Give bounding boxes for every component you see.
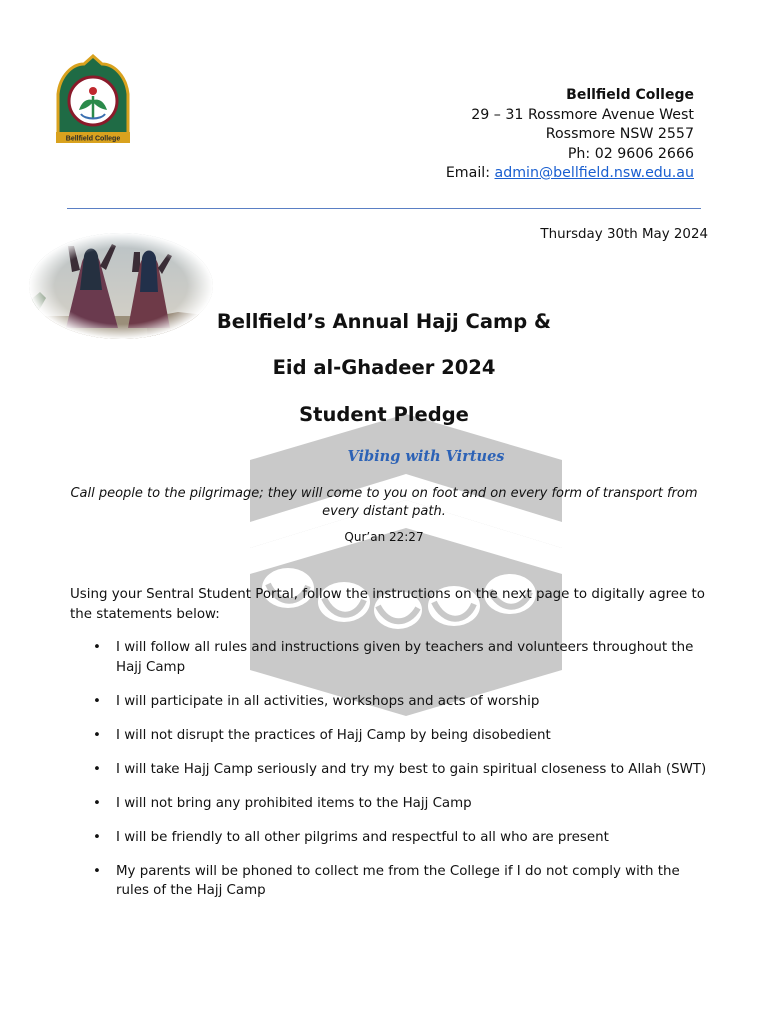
suburb-address: Rossmore NSW 2557 [545,126,694,142]
title-line-1: Bellfield’s Annual Hajj Camp & [216,310,552,333]
bullet-icon: • [93,829,101,845]
pledge-text: I will be friendly to all other pilgrims and respectful to all who are present [116,829,609,845]
bullet-icon: • [93,761,101,777]
school-address [446,86,694,184]
letter-date: Thursday 30th May 2024 [540,227,708,242]
list-item [70,828,710,848]
pledge-list [70,638,710,915]
bullet-icon: • [93,863,101,879]
pledge-text: I will not disrupt the practices of Hajj Camp by being disobedient [116,727,551,743]
motto: Vibing with Virtues [347,448,505,465]
list-item [70,862,710,901]
pledge-text: I will follow all rules and instructions given by teachers and volunteers throughout the Hajj Camp [116,640,694,675]
bullet-icon: • [93,640,101,655]
bullet-icon: • [93,727,101,743]
bullet-icon: • [93,693,101,709]
quran-quote: Call people to the pilgrimage; they will come to you on foot and on every form of transport from every distant path. [70,486,698,519]
school-logo-icon [52,54,134,146]
email-line [446,164,694,184]
list-item [70,726,710,746]
intro-paragraph: Using your Sentral Student Portal, follow the instructions on the next page to digitally agree to the statements below: [70,587,705,622]
list-item [70,692,710,712]
email-link[interactable]: admin@bellfield.nsw.edu.au [494,165,694,181]
header-divider [67,208,701,209]
logo-label: Bellfield College [65,135,121,143]
list-item [70,638,710,677]
title-line-3: Student Pledge [299,403,469,426]
title-line-2: Eid al-Ghadeer 2024 [272,356,496,379]
quote-reference: Qur’an 22:27 [344,530,424,544]
school-name: Bellfield College [566,87,694,103]
list-item [70,794,710,814]
pledge-text: My parents will be phoned to collect me from the College if I do not comply with the rules of the Hajj Camp [116,863,680,898]
email-label: Email: [445,165,495,181]
pledge-text: I will not bring any prohibited items to the Hajj Camp [116,795,472,811]
phone-number: Ph: 02 9606 2666 [567,145,694,162]
pledge-text: I will take Hajj Camp seriously and try my best to gain spiritual closeness to Allah (SWT) [116,761,707,777]
street-address: 29 – 31 Rossmore Avenue West [471,106,694,123]
list-item [70,760,710,780]
pledge-text: I will participate in all activities, workshops and acts of worship [116,693,540,709]
bullet-icon: • [93,795,101,811]
